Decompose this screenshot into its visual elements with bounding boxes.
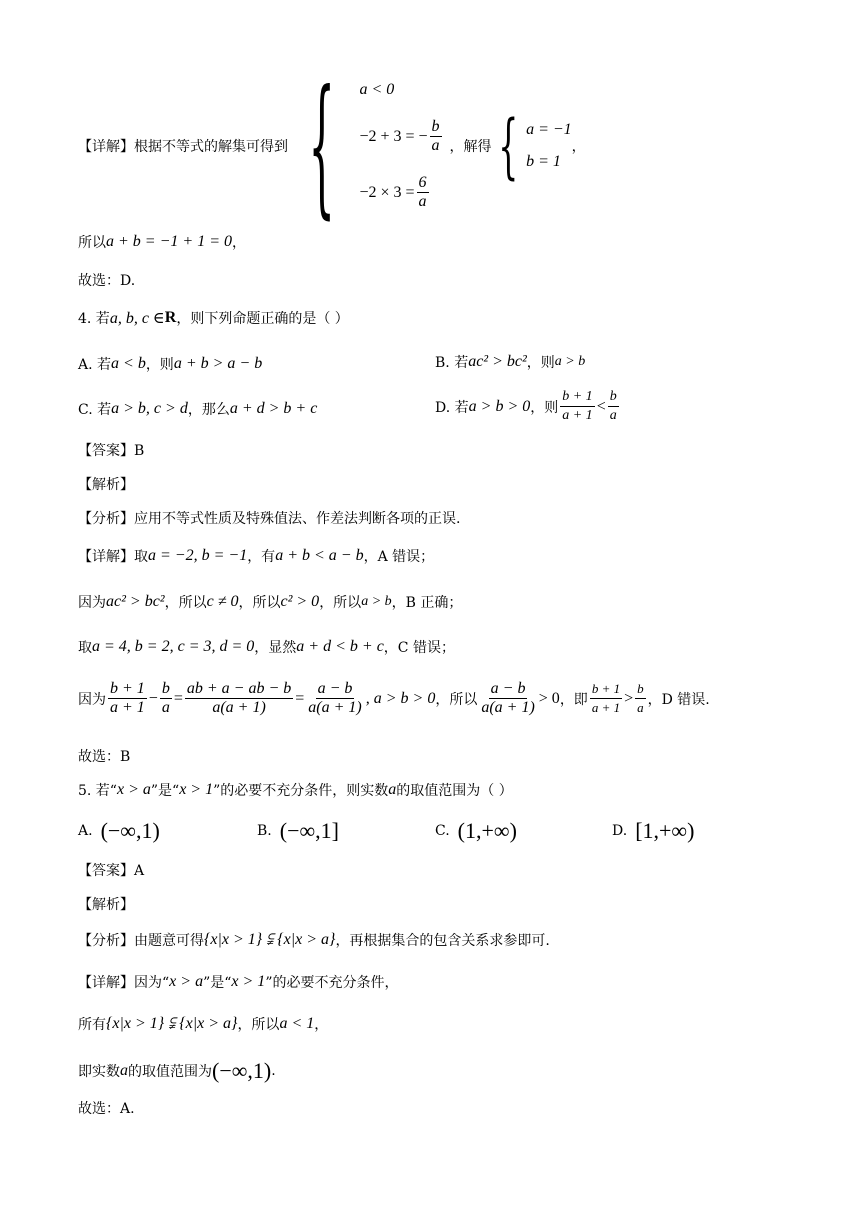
q5-option-d: D. [1,+∞)	[612, 818, 695, 843]
equation-system	[359, 81, 443, 211]
q4-option-b: B. 若 ac² > bc² ，则 a > b	[435, 353, 586, 371]
q4-stem: 4. 若 a, b, c ∈ R ，则下列命题正确的是（ ）	[78, 309, 349, 327]
q3-so-line: 所以 a + b = −1 + 1 = 0 ，	[78, 233, 246, 251]
q4-analysis: 【解析】	[78, 477, 134, 493]
sys-eq-1: a < 0	[359, 81, 395, 98]
sys-frac-1: $\frac{b}{a}$	[431, 118, 440, 154]
q5-fenxi: 【分析】由题意可得 {x|x > 1} ⫋ {x|x > a} ，再根据集合的包含关系求参即可.	[78, 931, 550, 949]
q4-detail-4: 因为 $\frac{b + 1}{a + 1}$ − $\frac{b}{a}$ = $\frac{ab + a - ab - b}{a(a + 1)}$ = $\frac{a - b}{a(a + 1)}$ , a > b > 0 ，所以 $\frac{a - b}{a(a + 1)}$ > 0 ，即 $\frac{b + 1}{a + 1}$ > $\frac{b}{a}$ ，D 错误.	[78, 680, 710, 716]
q5-stem: 5. 若“ x > a ”是“ x > 1 ”的必要不充分条件，则实数 a 的取值范围为（ ）	[78, 781, 513, 799]
q4-answer: 【答案】B	[78, 443, 145, 459]
q4-option-a: A. 若 a < b ，则 a + b > a − b	[78, 355, 263, 373]
q4-fenxi: 【分析】应用不等式性质及特殊值法、作差法判断各项的正误.	[78, 511, 461, 527]
q5-option-b: B. (−∞,1]	[257, 818, 339, 843]
q4-option-c: C. 若 a > b, c > d ，那么 a + d > b + c	[78, 400, 318, 418]
q5-detail-2: 所有 {x|x > 1} ⫋ {x|x > a} ，所以 a < 1 ，	[78, 1015, 329, 1033]
sys-eq-2: −2 + 3 = − $\frac{b}{a}$	[359, 118, 440, 154]
q5-analysis: 【解析】	[78, 897, 134, 913]
solution-brace: {	[497, 105, 518, 187]
q5-choose: 故选：A.	[78, 1101, 135, 1117]
q3-detail-line: 【详解】 根据不等式的解集可得到 { a < 0 −2 + 3 = − $\frac{b}{a}$ −2 × 3 = $\frac{6}{a}$ ，解得 { a = −1 b = 1 ，	[78, 59, 586, 233]
q4-detail-1: 【详解】取 a = −2, b = −1 ，有 a + b < a − b ，A 错误；	[78, 547, 435, 565]
q4-detail-3: 取 a = 4, b = 2, c = 3, d = 0 ，显然 a + d < b + c ，C 错误；	[78, 638, 455, 656]
system-brace: {	[308, 59, 336, 233]
detail-tag: 【详解】	[78, 139, 134, 155]
q4-option-d: D. 若 a > b > 0 ，则 $\frac{b + 1}{a + 1}$ < $\frac{b}{a}$	[435, 389, 617, 423]
q3-answer: 故选：D.	[78, 273, 136, 289]
q4-choose: 故选：B	[78, 749, 131, 765]
sys-frac-2: $\frac{6}{a}$	[418, 174, 427, 210]
sys-eq-3: −2 × 3 = $\frac{6}{a}$	[359, 174, 427, 210]
q5-option-a: A. (−∞,1)	[78, 818, 160, 843]
detail-text: 根据不等式的解集可得到	[134, 139, 288, 155]
q5-detail-1: 【详解】因为“ x > a ”是“ x > 1 ”的必要不充分条件，	[78, 973, 399, 991]
solution-system: a = −1 b = 1	[526, 121, 572, 170]
q5-option-c: C. (1,+∞)	[435, 818, 517, 843]
q5-detail-3: 即实数 a 的取值范围为 (−∞,1) .	[78, 1058, 276, 1083]
solve-text: ，解得	[449, 139, 492, 155]
q4-detail-2: 因为 ac² > bc² ，所以 c ≠ 0 ，所以 c² > 0 ，所以 a > b ，B 正确；	[78, 593, 463, 611]
q5-answer: 【答案】A	[78, 863, 145, 879]
